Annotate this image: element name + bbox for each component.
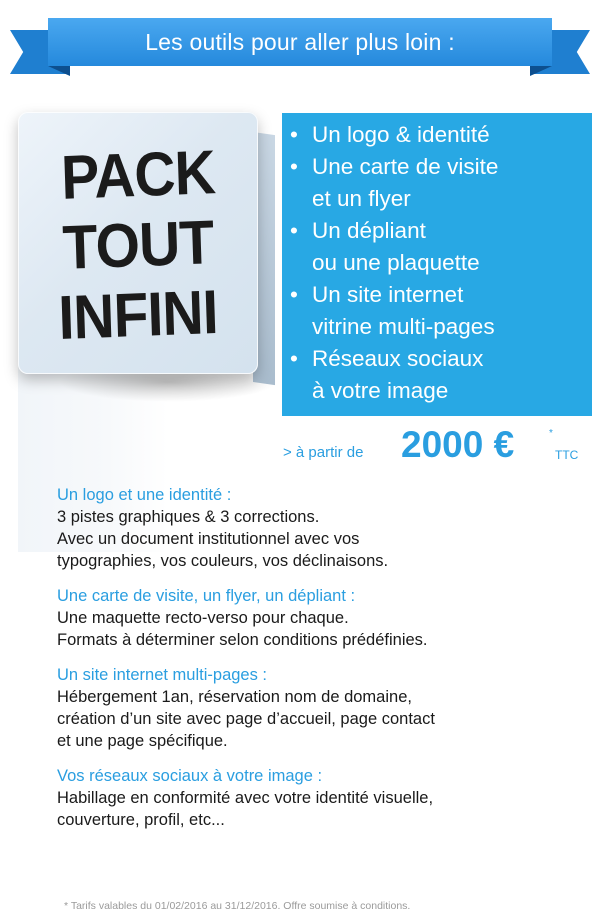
feature-line: à votre image xyxy=(312,378,449,403)
price-prefix: > à partir de xyxy=(283,444,364,461)
section-line: Hébergement 1an, réservation nom de domaine, xyxy=(57,688,412,706)
section-line: Habillage en conformité avec votre identité visuelle, xyxy=(57,789,434,807)
section-line: typographies, vos couleurs, vos déclinaisons. xyxy=(57,552,389,570)
detail-section-print xyxy=(57,585,597,651)
bullet: • xyxy=(290,122,298,147)
section-line: 3 pistes graphiques & 3 corrections. xyxy=(57,508,320,526)
bullet: • xyxy=(290,282,298,307)
feature-line: Une carte de visite xyxy=(312,154,499,179)
price-suffix: TTC xyxy=(555,448,579,462)
features-panel xyxy=(282,113,592,416)
price-asterisk: * xyxy=(549,428,553,439)
section-line: Formats à déterminer selon conditions prédéfinies. xyxy=(57,631,428,649)
ribbon-band xyxy=(48,18,552,66)
bullet: • xyxy=(290,218,298,243)
section-heading: Une carte de visite, un flyer, un dépliant : xyxy=(57,587,356,605)
detail-section-website xyxy=(57,664,597,752)
pack-title-line-3: INFINI xyxy=(57,278,219,353)
title-ribbon xyxy=(10,12,590,82)
feature-line: et un flyer xyxy=(312,186,411,211)
section-line: couverture, profil, etc... xyxy=(57,811,225,829)
section-line: création d’un site avec page d’accueil, page contact xyxy=(57,710,435,728)
feature-item-logo xyxy=(290,119,592,151)
section-line: Une maquette recto-verso pour chaque. xyxy=(57,609,349,627)
details-list xyxy=(57,484,597,844)
pack-box-graphic xyxy=(18,112,276,382)
feature-item-business-card xyxy=(290,151,592,215)
section-heading: Un site internet multi-pages : xyxy=(57,666,268,684)
feature-line: Un dépliant xyxy=(312,218,426,243)
pack-title-line-2: TOUT xyxy=(61,208,215,283)
detail-section-logo xyxy=(57,484,597,572)
feature-line: Un site internet xyxy=(312,282,464,307)
detail-section-social xyxy=(57,765,597,831)
feature-line: vitrine multi-pages xyxy=(312,314,495,339)
section-heading: Un logo et une identité : xyxy=(57,486,232,504)
pack-title-line-1: PACK xyxy=(60,138,216,213)
bullet: • xyxy=(290,346,298,371)
footnote: * Tarifs valables du 01/02/2016 au 31/12/2016. Offre soumise à conditions. xyxy=(64,900,411,912)
section-heading: Vos réseaux sociaux à votre image : xyxy=(57,767,323,785)
feature-line: ou une plaquette xyxy=(312,250,480,275)
feature-item-website xyxy=(290,279,592,343)
section-line: Avec un document institutionnel avec vos xyxy=(57,530,360,548)
price-amount: 2000 € xyxy=(401,424,515,465)
section-line: et une page spécifique. xyxy=(57,732,228,750)
feature-item-brochure xyxy=(290,215,592,279)
box-face xyxy=(18,112,258,374)
feature-line: Un logo & identité xyxy=(312,122,490,147)
bullet: • xyxy=(290,154,298,179)
banner-title: Les outils pour aller plus loin : xyxy=(145,28,455,55)
feature-line: Réseaux sociaux xyxy=(312,346,484,371)
feature-item-social xyxy=(290,343,592,407)
